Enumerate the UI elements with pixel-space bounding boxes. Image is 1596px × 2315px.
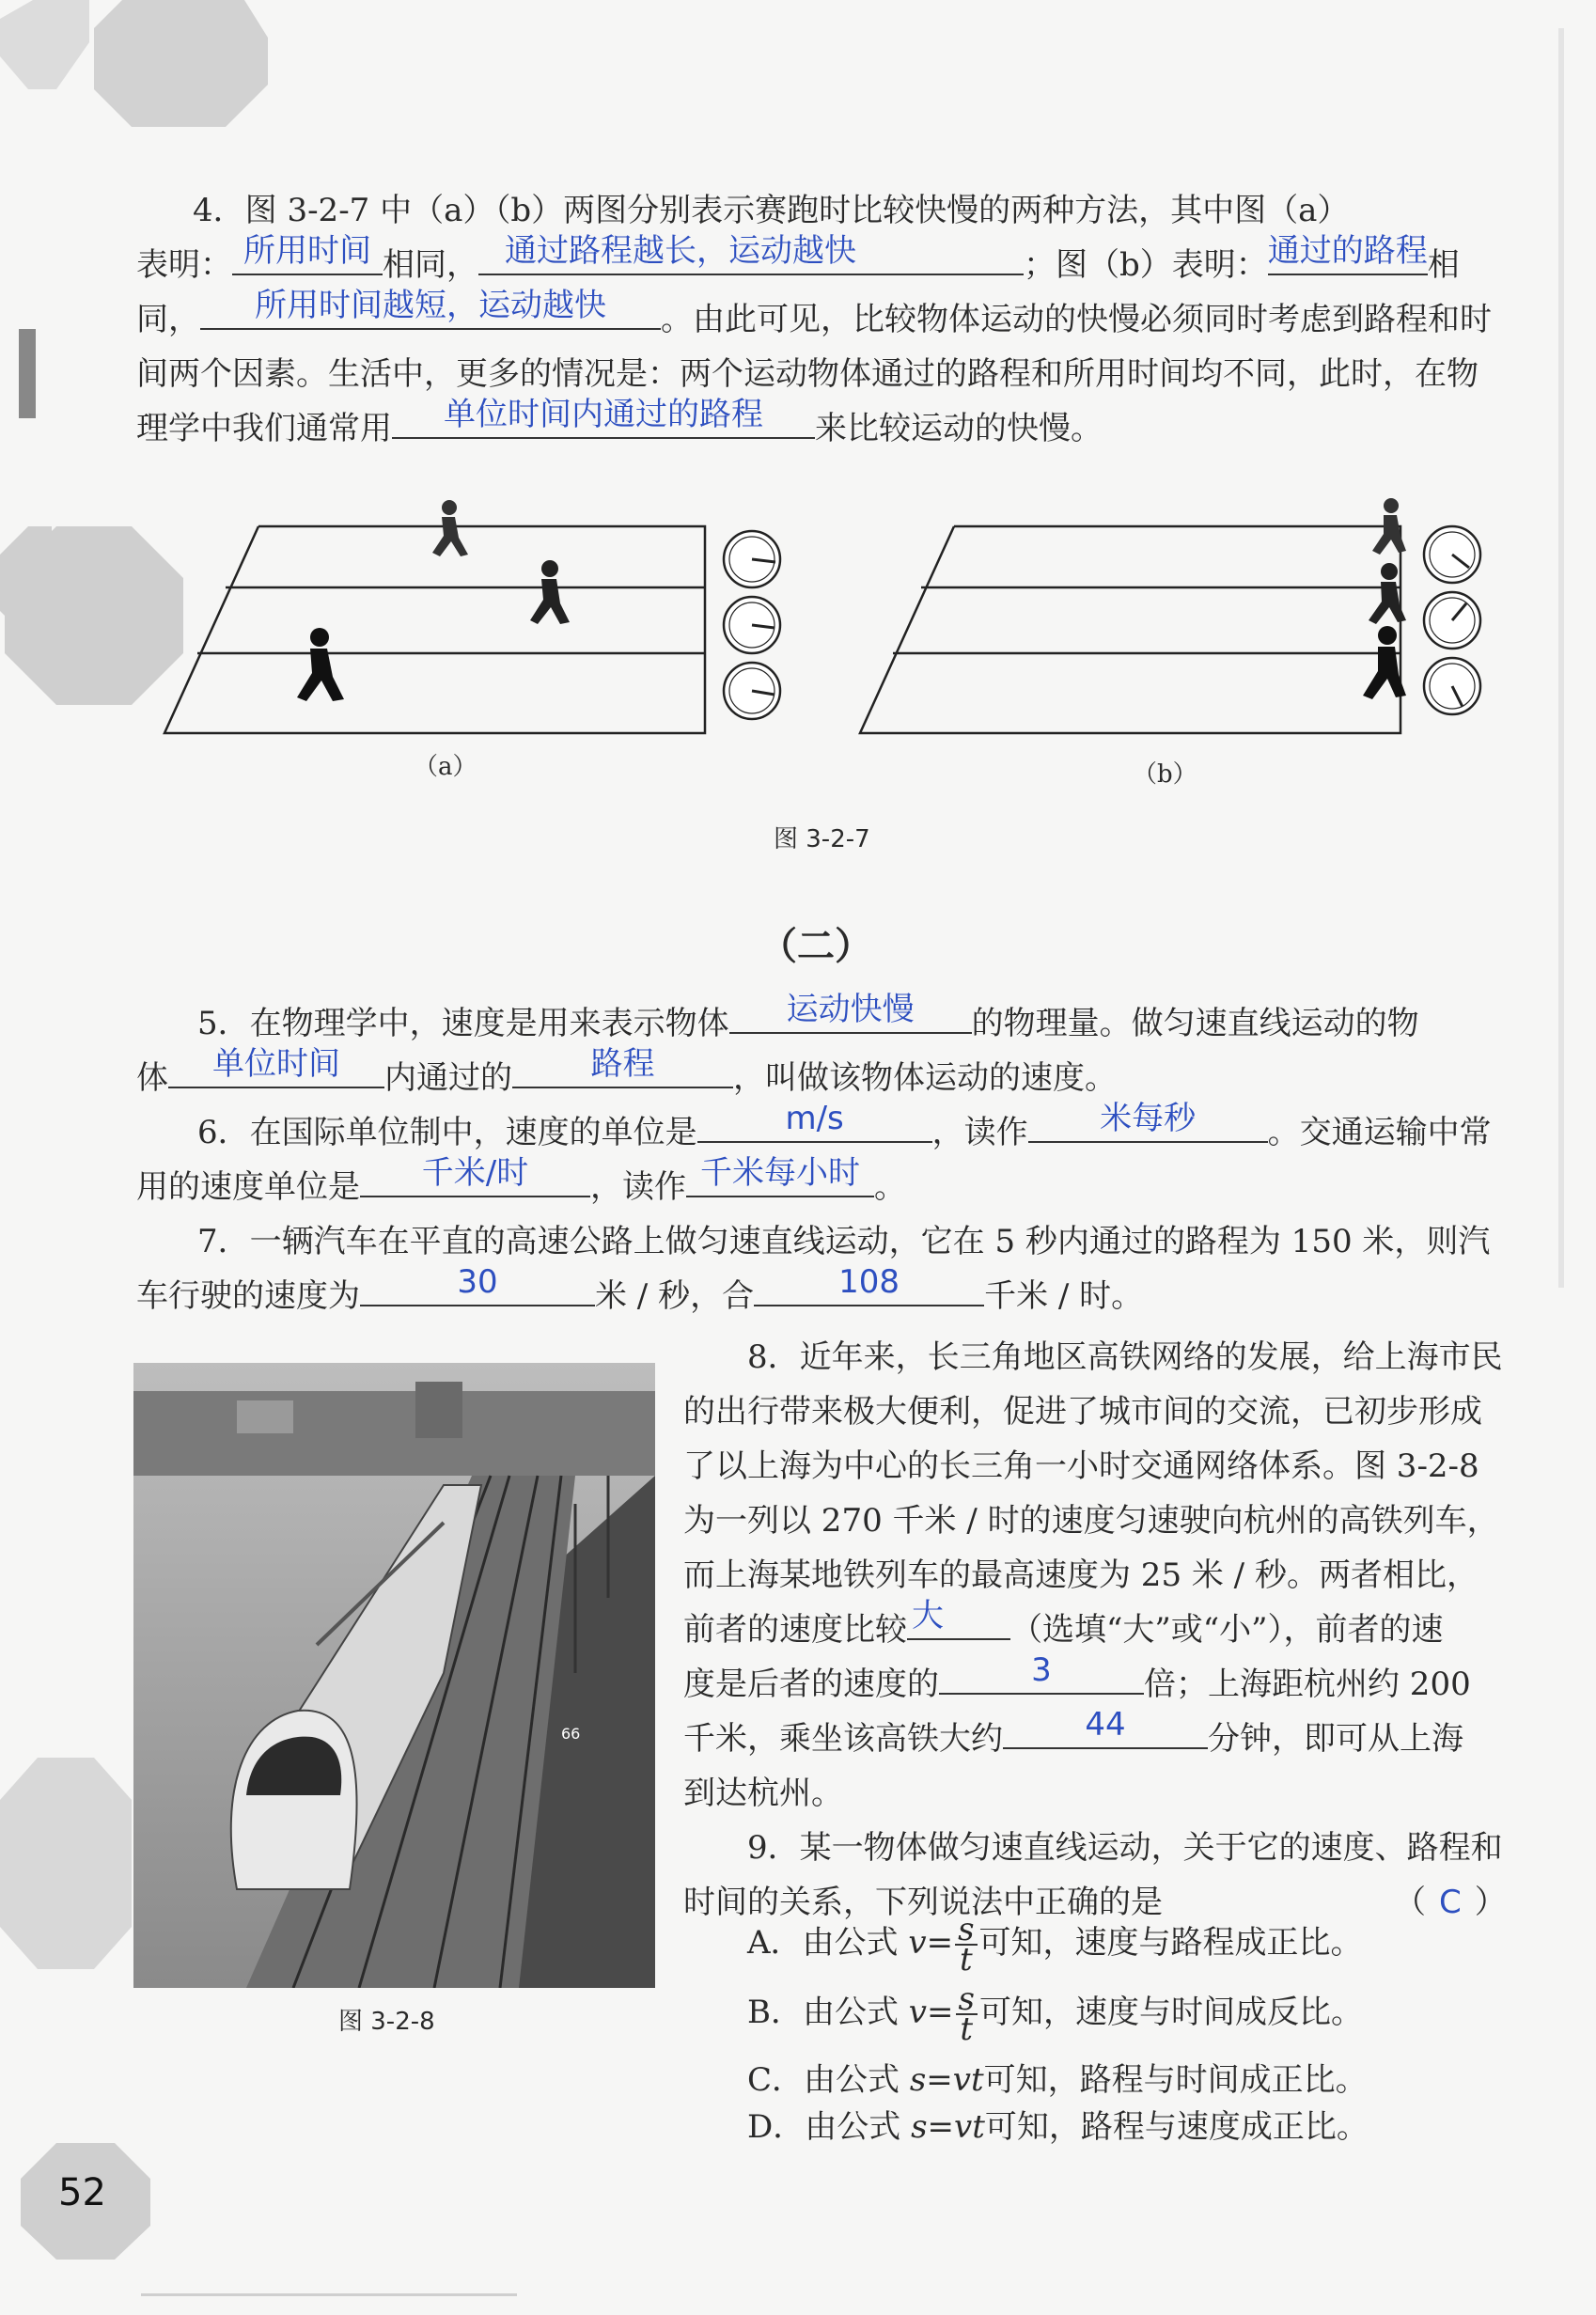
figure-3-2-7 (160, 489, 1513, 752)
building (415, 1382, 462, 1438)
q7-line-2 (136, 1263, 1499, 1323)
q6-blank-4[interactable] (686, 1154, 874, 1197)
q4-text: 同， (136, 301, 200, 338)
q6-text: ，读作 (590, 1168, 686, 1206)
q8-text: 千米，乘坐该高铁大约 (683, 1720, 1003, 1758)
option-text: 可知，路程与速度成正比。 (984, 2108, 1369, 2146)
handwritten-answer: 千米/时 (421, 1154, 529, 1192)
q4-text: 表明： (136, 246, 232, 284)
figure-b-label: （b） (1133, 760, 1197, 789)
footer-rule (141, 2293, 517, 2296)
handwritten-answer: 3 (1031, 1651, 1052, 1689)
option-b[interactable] (747, 1980, 1363, 2048)
q4-text: 相同， (383, 246, 478, 284)
fraction-s-over-t (956, 1980, 978, 2048)
q8-text: （选填“大”或“小”），前者的速 (1010, 1611, 1444, 1649)
track-number: 66 (561, 1725, 581, 1743)
stopwatch-icons-a (724, 531, 780, 719)
q4-blank-4[interactable] (200, 287, 661, 330)
q9-line-1: 9．某一物体做匀速直线运动，关于它的速度、路程和 (747, 1829, 1503, 1867)
handwritten-answer: 44 (1085, 1706, 1126, 1744)
option-d[interactable] (747, 2104, 1369, 2151)
q8-text: 倍；上海距杭州约 200 (1144, 1666, 1471, 1703)
q5-text: ，叫做该物体运动的速度。 (733, 1059, 1117, 1097)
math-vt: vt (952, 2061, 984, 2099)
figure-3-2-8-caption: 图 3-2-8 (338, 2008, 435, 2036)
q4-line-3 (136, 287, 1499, 347)
q6-blank-1[interactable] (697, 1100, 932, 1143)
building (237, 1400, 293, 1433)
page-number: 52 (58, 2171, 106, 2214)
q8-line-6 (683, 1597, 1596, 1657)
q4-text: 。由此可见，比较物体运动的快慢必须同时考虑到路程和时 (661, 301, 1492, 338)
math-eq: = (926, 1924, 954, 1962)
handwritten-answer: 千米每小时 (700, 1154, 860, 1192)
q4-line-4: 间两个因素。生活中，更多的情况是：两个运动物体通过的路程和所用时间均不同，此时，在物 (136, 355, 1479, 393)
denominator: t (959, 1941, 973, 1979)
q6-text: 用的速度单位是 (136, 1168, 360, 1206)
q7-blank-1[interactable] (360, 1263, 595, 1306)
q5-blank-3[interactable] (512, 1045, 733, 1088)
runner-icon (297, 628, 344, 701)
section-title: （二） (759, 925, 872, 968)
figure-b (860, 526, 1400, 733)
q7-blank-2[interactable] (754, 1263, 984, 1306)
math-s: s (909, 2061, 927, 2099)
q8-text: 分钟，即可从上海 (1208, 1720, 1463, 1758)
option-text: 可知，速度与时间成反比。 (978, 1994, 1363, 2031)
q8-line-3: 了以上海为中心的长三角一小时交通网络体系。图 3-2-8 (683, 1447, 1479, 1485)
handwritten-answer: C (1439, 1884, 1462, 1921)
train-photo (133, 1363, 655, 1988)
option-text: 可知，路程与时间成正比。 (983, 2061, 1368, 2099)
denominator: t (960, 2010, 974, 2048)
handwritten-answer: 30 (457, 1263, 498, 1301)
option-text: C．由公式 (747, 2061, 910, 2099)
octagon-shape (0, 0, 89, 89)
q4-text: 来比较运动的快慢。 (815, 410, 1103, 447)
handwritten-answer: 通过路程越长，运动越快 (505, 232, 856, 270)
q4-text: 相 (1427, 246, 1460, 284)
q7-text: 车行驶的速度为 (136, 1277, 360, 1315)
q6-text: 6．在国际单位制中，速度的单位是 (197, 1114, 697, 1151)
q4-line-5 (136, 396, 1499, 456)
q6-line-2 (136, 1154, 1499, 1214)
option-a[interactable] (747, 1911, 1363, 1979)
side-bar (1558, 28, 1564, 1288)
q5-line-2 (136, 1045, 1499, 1105)
math-v: v (908, 1994, 928, 2031)
q5-text: 的物理量。做匀速直线运动的物 (971, 1005, 1419, 1042)
paren-open: （ (1394, 1884, 1426, 1921)
q5-text: 5．在物理学中，速度是用来表示物体 (197, 1005, 729, 1042)
q5-blank-1[interactable] (729, 991, 972, 1034)
runner-icon (530, 560, 570, 624)
q8-blank-2[interactable] (939, 1651, 1144, 1695)
q6-text: ，读作 (931, 1114, 1028, 1151)
handwritten-answer: 108 (838, 1263, 900, 1301)
octagon-shape (0, 1758, 132, 1969)
decor-octagon-lower (0, 1758, 132, 1983)
q5-text: 内通过的 (384, 1059, 512, 1097)
numerator: s (955, 1916, 977, 1946)
q4-blank-2[interactable] (478, 232, 1024, 275)
side-bar (19, 329, 36, 418)
figure-3-2-7-caption: 图 3-2-7 (774, 825, 870, 853)
q4-blank-5[interactable] (392, 396, 815, 439)
math-eq: = (927, 2108, 955, 2146)
option-text: A．由公式 (747, 1924, 909, 1962)
handwritten-answer: 所用时间越短，运动越快 (255, 287, 606, 324)
q8-text: 前者的速度比较 (683, 1611, 907, 1649)
math-eq: = (927, 1994, 954, 2031)
q4-line-2 (136, 232, 1499, 292)
stopwatch-icons-b (1424, 526, 1480, 714)
option-text: B．由公式 (747, 1994, 909, 2031)
fraction-s-over-t (955, 1911, 977, 1979)
handwritten-answer: 单位时间内通过的路程 (444, 396, 763, 433)
q5-line-1 (197, 991, 1560, 1051)
q8-line-9: 到达杭州。 (683, 1775, 843, 1812)
handwritten-answer: 所用时间 (243, 232, 371, 270)
q6-blank-3[interactable] (360, 1154, 590, 1197)
math-eq: = (926, 2061, 953, 2099)
q6-text: 。交通运输中常 (1267, 1114, 1492, 1151)
math-s: s (911, 2108, 928, 2146)
numerator: s (956, 1985, 978, 2015)
q8-line-8 (683, 1706, 1596, 1766)
track-outline-b (860, 526, 1400, 733)
q8-line-5: 而上海某地铁列车的最高速度为 25 米 / 秒。两者相比， (683, 1556, 1479, 1594)
q8-blank-3[interactable] (1003, 1706, 1208, 1749)
q7-text: 米 / 秒，合 (595, 1277, 755, 1315)
math-vt: vt (954, 2108, 985, 2146)
handwritten-answer: 路程 (590, 1045, 655, 1083)
q4-blank-3[interactable] (1267, 232, 1428, 275)
q9-answer-bracket (1394, 1875, 1507, 1930)
figure-a (164, 526, 705, 733)
handwritten-answer: 单位时间 (212, 1045, 340, 1083)
q8-line-7 (683, 1651, 1596, 1712)
option-text: D．由公式 (747, 2108, 912, 2146)
option-c[interactable] (747, 2057, 1368, 2104)
q4-text: ；图（b）表明： (1024, 246, 1268, 284)
paren-close: ） (1474, 1884, 1507, 1921)
handwritten-answer: m/s (785, 1100, 844, 1137)
q6-text: 。 (874, 1168, 906, 1206)
q4-blank-1[interactable] (232, 232, 383, 275)
q8-line-1: 8．近年来，长三角地区高铁网络的发展，给上海市民 (747, 1338, 1503, 1376)
figure-a-label: （a） (414, 753, 477, 781)
q7-line-1: 7．一辆汽车在平直的高速公路上做匀速直线运动，它在 5 秒内通过的路程为 150 米，则汽 (197, 1223, 1491, 1260)
q6-blank-2[interactable] (1028, 1100, 1268, 1143)
q9-line-2: 时间的关系，下列说法中正确的是 (683, 1884, 1163, 1921)
decor-octagons-top (0, 0, 282, 132)
track-outline-a (164, 526, 705, 733)
q8-line-4: 为一列以 270 千米 / 时的速度匀速驶向杭州的高铁列车， (683, 1502, 1499, 1540)
math-v: v (908, 1924, 927, 1962)
q8-blank-1[interactable] (907, 1597, 1010, 1640)
q6-line-1 (197, 1100, 1560, 1160)
q5-blank-2[interactable] (168, 1045, 384, 1088)
runner-icon (432, 500, 468, 556)
handwritten-answer: 通过的路程 (1267, 232, 1428, 270)
handwritten-answer: 运动快慢 (786, 991, 915, 1028)
option-text: 可知，速度与路程成正比。 (978, 1924, 1363, 1962)
octagon-shape (5, 526, 183, 705)
q8-line-2: 的出行带来极大便利，促进了城市间的交流，已初步形成 (683, 1393, 1482, 1431)
octagon-shape (94, 0, 268, 127)
q4-line-1: 4．图 3-2-7 中（a）（b）两图分别表示赛跑时比较快慢的两种方法，其中图（a） (193, 192, 1350, 229)
handwritten-answer: 大 (912, 1597, 944, 1635)
q4-text: 理学中我们通常用 (136, 410, 392, 447)
handwritten-answer: 米每秒 (1100, 1100, 1197, 1137)
buildings (133, 1391, 655, 1476)
q7-text: 千米 / 时。 (984, 1277, 1144, 1315)
q8-text: 度是后者的速度的 (683, 1666, 939, 1703)
q5-text: 体 (136, 1059, 168, 1097)
